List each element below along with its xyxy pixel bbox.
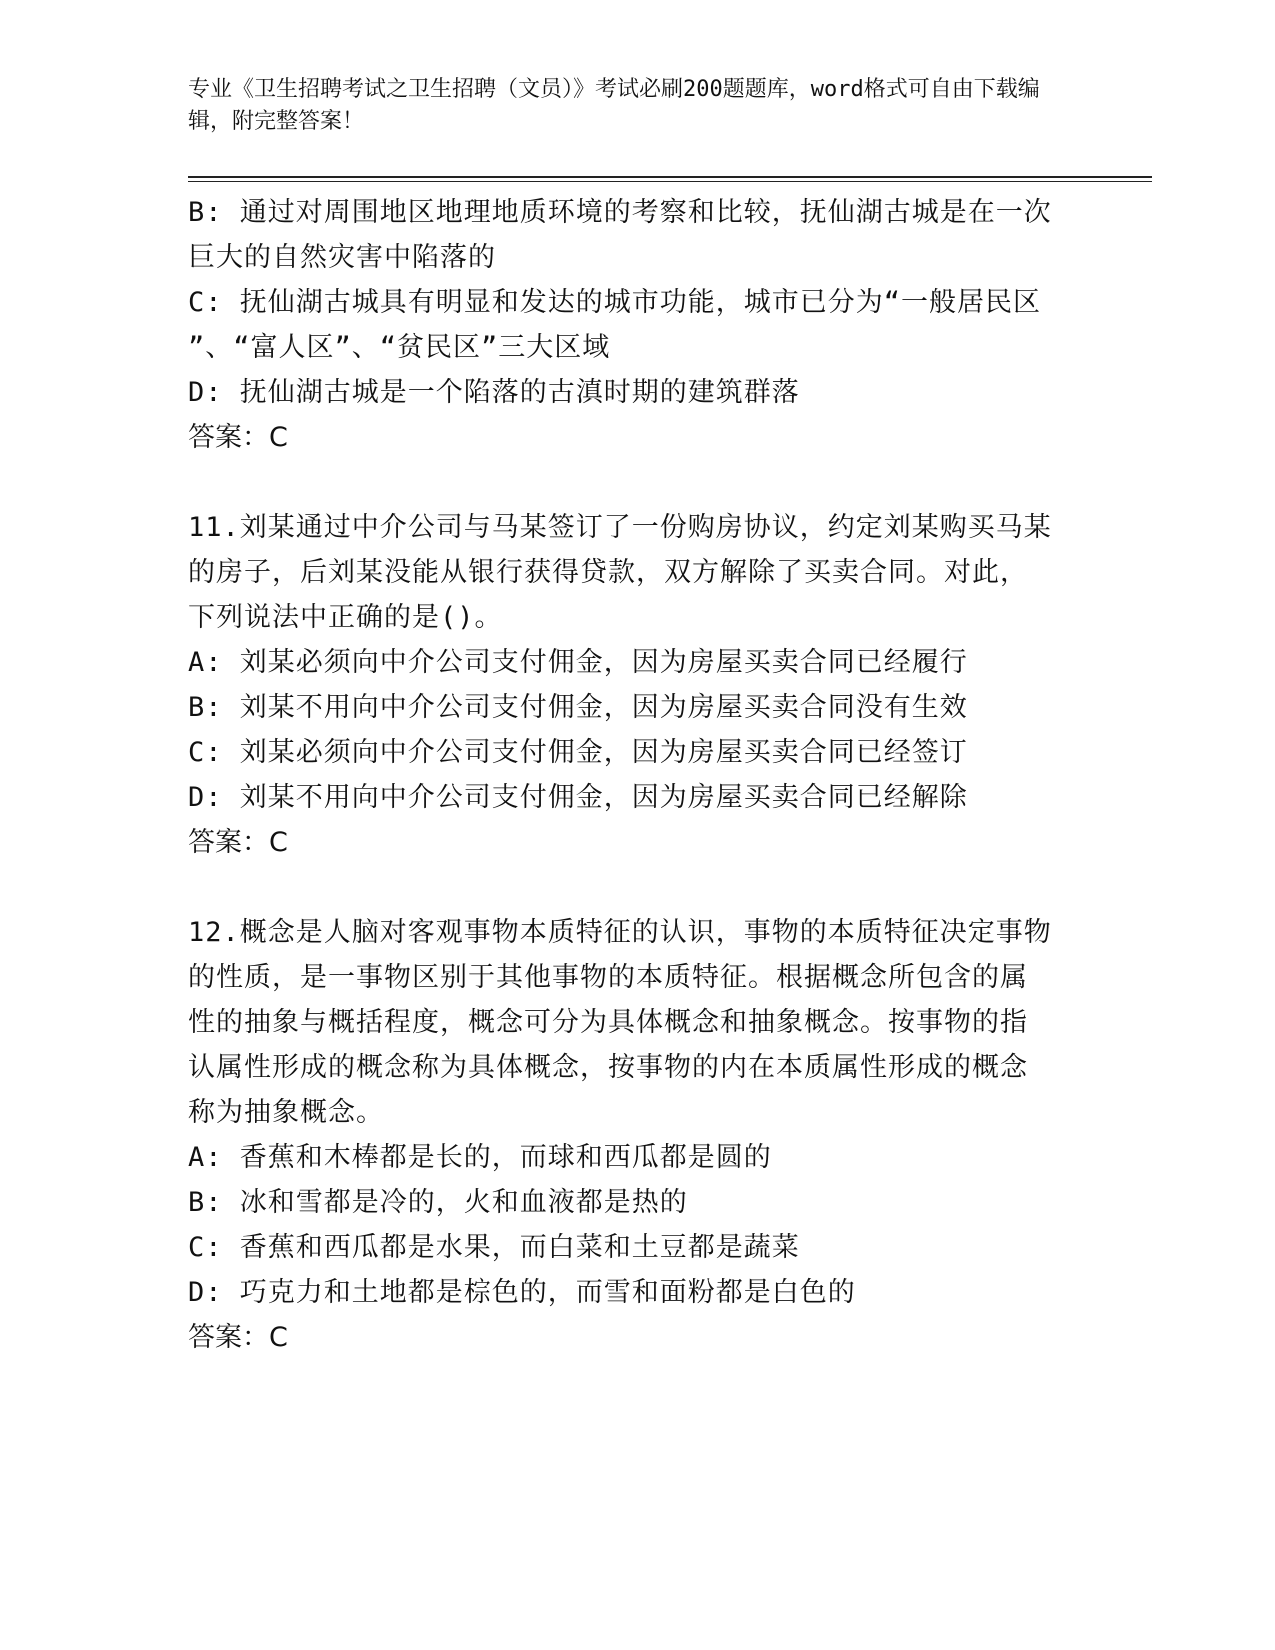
- spacer: [188, 865, 1088, 910]
- header-divider-thick: [188, 176, 1152, 178]
- q11-option-d: D: 刘某不用向中介公司支付佣金，因为房屋买卖合同已经解除: [188, 782, 968, 813]
- q12-stem-line1: 12.概念是人脑对客观事物本质特征的认识，事物的本质特征决定事物: [188, 917, 1052, 948]
- q11-answer: 答案：C: [188, 827, 288, 858]
- document-header: 专业《卫生招聘考试之卫生招聘（文员）》考试必刷200题题库，word格式可自由下载编辑，附完整答案！: [188, 77, 1040, 134]
- q11-stem-line1: 11.刘某通过中介公司与马某签订了一份购房协议，约定刘某购买马某: [188, 512, 1052, 543]
- q12-option-c: C: 香蕉和西瓜都是水果，而白菜和土豆都是蔬菜: [188, 1232, 800, 1263]
- header-divider-thin: [188, 181, 1152, 182]
- q11-option-a: A: 刘某必须向中介公司支付佣金，因为房屋买卖合同已经履行: [188, 647, 968, 678]
- q11-option-c: C: 刘某必须向中介公司支付佣金，因为房屋买卖合同已经签订: [188, 737, 968, 768]
- q11-stem-line3: 下列说法中正确的是()。: [188, 602, 503, 633]
- q10-option-b-line1: B: 通过对周围地区地理地质环境的考察和比较，抚仙湖古城是在一次: [188, 197, 1052, 228]
- q10-option-c-line2: ”、“富人区”、“贫民区”三大区域: [188, 332, 611, 363]
- q11-stem-line2: 的房子，后刘某没能从银行获得贷款，双方解除了买卖合同。对此，: [188, 557, 1028, 588]
- q12-stem-line4: 认属性形成的概念称为具体概念，按事物的内在本质属性形成的概念: [188, 1052, 1028, 1083]
- q12-option-a: A: 香蕉和木棒都是长的，而球和西瓜都是圆的: [188, 1142, 772, 1173]
- q12-answer: 答案：C: [188, 1322, 288, 1353]
- q12-option-d: D: 巧克力和土地都是棕色的，而雪和面粉都是白色的: [188, 1277, 856, 1308]
- q12-stem-line5: 称为抽象概念。: [188, 1097, 384, 1128]
- q12-option-b: B: 冰和雪都是冷的，火和血液都是热的: [188, 1187, 688, 1218]
- q12-stem-line2: 的性质，是一事物区别于其他事物的本质特征。根据概念所包含的属: [188, 962, 1028, 993]
- q12-stem-line3: 性的抽象与概括程度，概念可分为具体概念和抽象概念。按事物的指: [188, 1007, 1028, 1038]
- question-body: [188, 190, 1088, 1360]
- q10-option-b-line2: 巨大的自然灾害中陷落的: [188, 242, 496, 273]
- q10-option-c-line1: C: 抚仙湖古城具有明显和发达的城市功能，城市已分为“一般居民区: [188, 287, 1042, 318]
- q10-answer: 答案：C: [188, 422, 288, 453]
- q10-option-d: D: 抚仙湖古城是一个陷落的古滇时期的建筑群落: [188, 377, 800, 408]
- q11-option-b: B: 刘某不用向中介公司支付佣金，因为房屋买卖合同没有生效: [188, 692, 968, 723]
- spacer: [188, 460, 1088, 505]
